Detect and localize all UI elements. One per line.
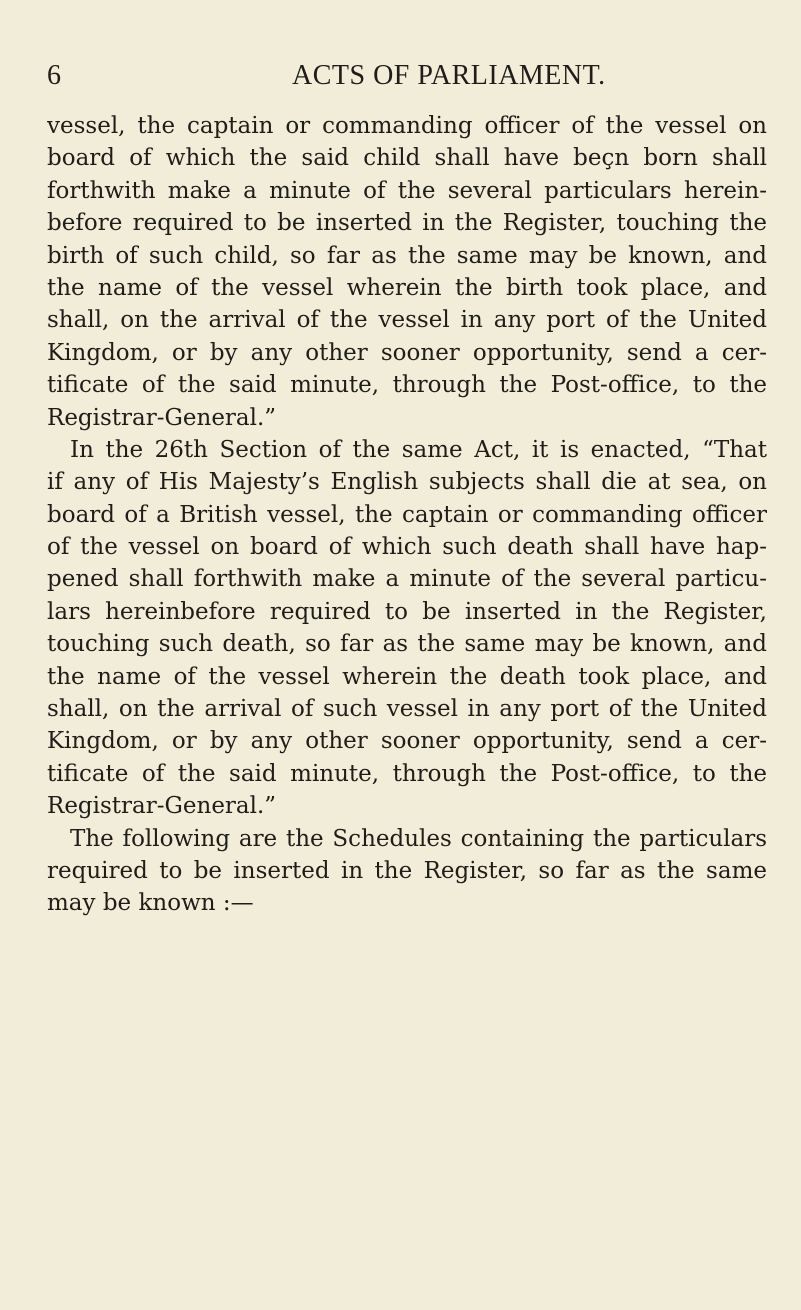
text-line: birth of such child, so far as the same may be known, and: [47, 242, 767, 269]
text-line: the name of the vessel wherein the birth took place, and: [47, 274, 767, 301]
text-line: may be known :—: [47, 890, 254, 917]
text-line: Registrar-General.”: [47, 793, 277, 820]
text-line: vessel, the captain or commanding officer of the vessel on: [47, 113, 767, 139]
text-line: shall, on the arrival of such vessel in any port of the United: [47, 696, 767, 723]
text-line: the name of the vessel wherein the death took place, and: [47, 663, 767, 690]
text-line: board of which the said child shall have beçn born shall: [47, 145, 767, 172]
text-line: before required to be inserted in the Register, touching the: [47, 210, 767, 237]
running-head: [47, 60, 767, 92]
text-line: required to be inserted in the Register, so far as the same: [47, 857, 767, 884]
text-line: In the 26th Section of the same Act, it is enacted, “That: [70, 436, 767, 463]
text-line: touching such death, so far as the same may be known, and: [47, 631, 767, 658]
page-number: 6: [47, 60, 61, 91]
text-line: if any of His Majesty’s English subjects shall die at sea, on: [47, 469, 767, 496]
text-line: Kingdom, or by any other sooner opportunity, send a cer-: [47, 339, 767, 366]
text-line: Registrar-General.”: [47, 404, 277, 431]
text-line: lars hereinbefore required to be inserted in the Register,: [47, 598, 767, 625]
text-line: shall, on the arrival of the vessel in any port of the United: [47, 307, 767, 334]
running-title: ACTS OF PARLIAMENT.: [292, 60, 606, 91]
text-line: The following are the Schedules containing the particulars: [70, 825, 767, 852]
text-line: Kingdom, or by any other sooner opportunity, send a cer-: [47, 728, 767, 755]
body-text: [47, 110, 767, 920]
text-line: pened shall forthwith make a minute of the several particu-: [47, 566, 767, 593]
text-line: tificate of the said minute, through the Post-office, to the: [47, 760, 767, 787]
text-line: of the vessel on board of which such death shall have hap-: [47, 534, 767, 561]
text-line: forthwith make a minute of the several particulars herein-: [47, 177, 767, 204]
text-line: board of a British vessel, the captain or commanding officer: [47, 501, 767, 528]
text-line: tificate of the said minute, through the Post-office, to the: [47, 372, 767, 399]
